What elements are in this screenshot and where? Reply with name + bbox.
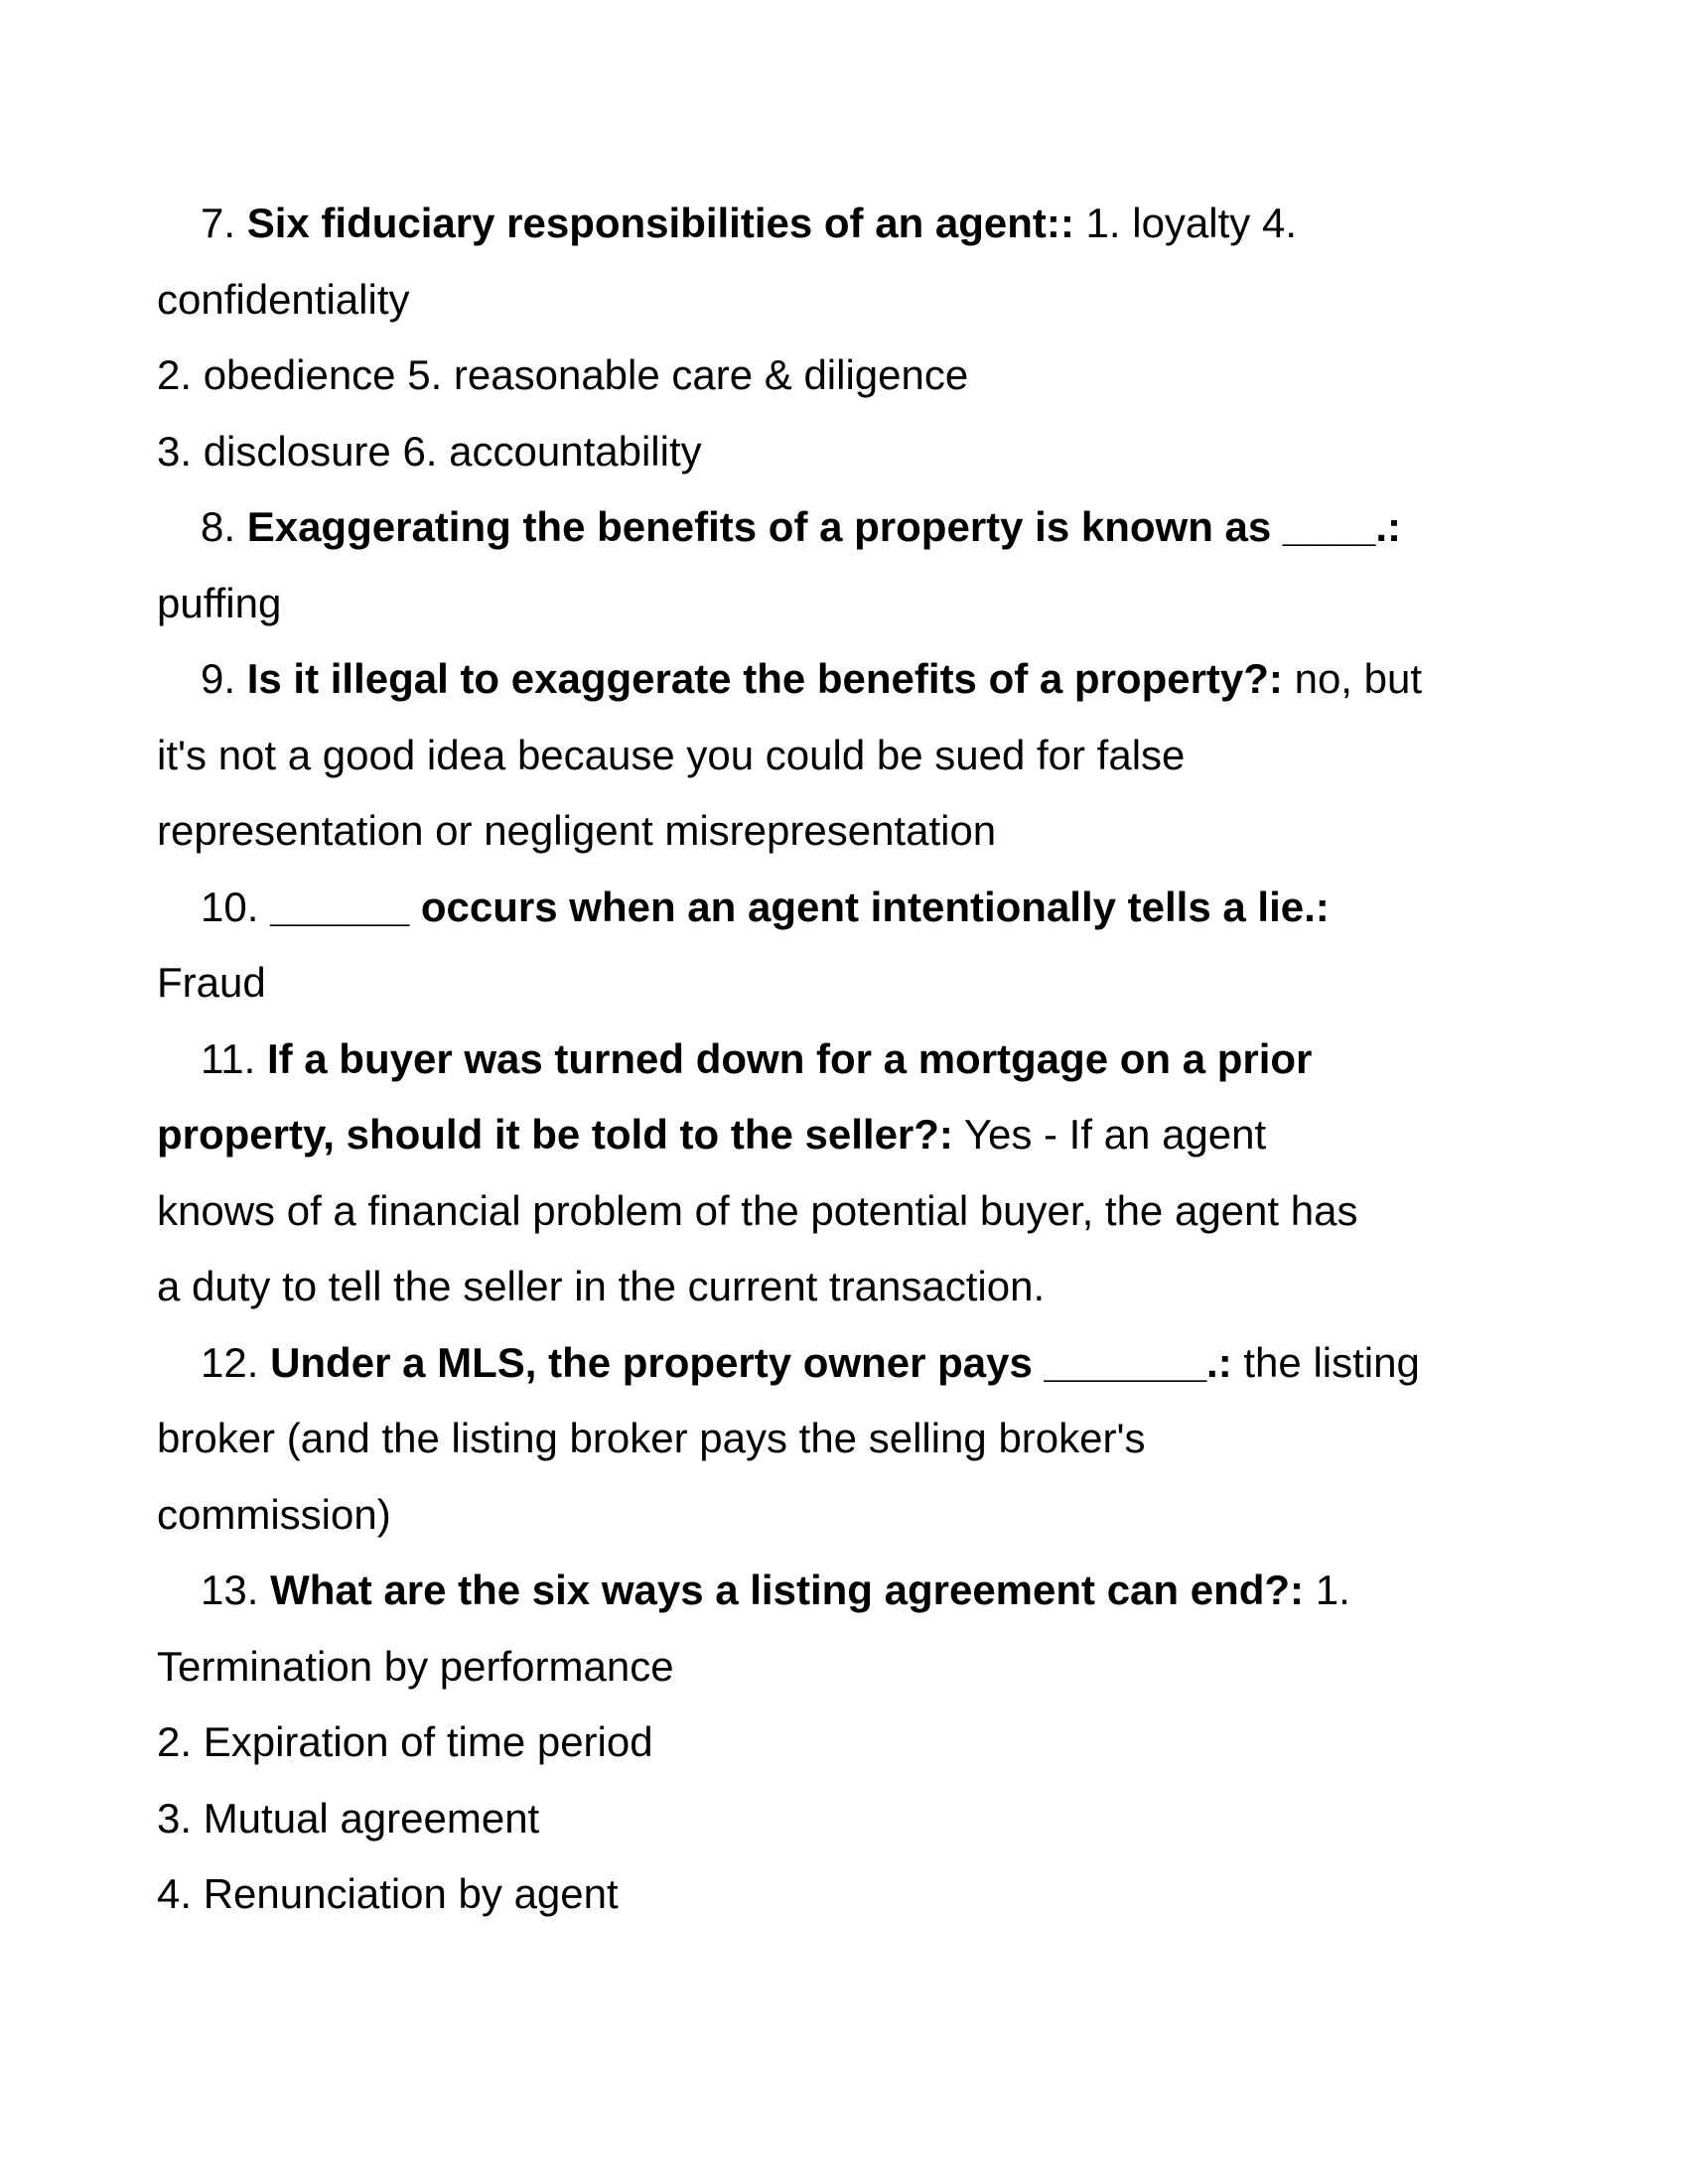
question-text-segment: What are the six ways a listing agreement can end?: <box>270 1567 1305 1613</box>
text-line <box>157 1477 1567 1554</box>
document-content <box>157 186 1567 1933</box>
text-line <box>157 1781 1567 1857</box>
answer-text-segment: 4. Renunciation by agent <box>157 1870 619 1917</box>
text-line <box>157 1022 1567 1098</box>
flashcard-item <box>157 1325 1567 1554</box>
flashcard-item <box>157 1022 1567 1325</box>
question-text-segment: If a buyer was turned down for a mortgage on a prior <box>266 1034 1313 1082</box>
text-line <box>157 566 1567 642</box>
question-text-segment: property, should it be told to the seller?: <box>157 1111 953 1158</box>
answer-text-segment: 8. <box>201 503 247 550</box>
text-line <box>157 489 1567 566</box>
text-line <box>157 945 1567 1022</box>
answer-text-segment: 13. <box>201 1567 271 1613</box>
flashcard-item <box>157 489 1567 641</box>
answer-text-segment: 1. loyalty 4. <box>1073 200 1297 246</box>
text-line <box>157 1325 1567 1402</box>
answer-text-segment: Fraud <box>157 959 266 1006</box>
text-line <box>157 793 1567 870</box>
flashcard-item <box>157 870 1567 1022</box>
answer-text-segment: 10. <box>201 883 271 930</box>
text-line <box>157 718 1567 794</box>
text-line <box>157 870 1567 946</box>
text-line <box>157 186 1567 262</box>
question-text-segment: Is it illegal to exaggerate the benefits of a property?: <box>246 655 1283 702</box>
answer-text-segment: broker (and the listing broker pays the selling broker's <box>157 1415 1146 1461</box>
text-line <box>157 1856 1567 1933</box>
question-text-segment: Exaggerating the benefits of a property is known as ____.: <box>246 503 1402 550</box>
answer-text-segment: a duty to tell the seller in the current transaction. <box>157 1263 1046 1309</box>
answer-text-segment: confidentiality <box>157 275 410 323</box>
text-line <box>157 1553 1567 1629</box>
text-line <box>157 1097 1567 1173</box>
question-text-segment: Under a MLS, the property owner pays _______.: <box>270 1338 1232 1386</box>
answer-text-segment: 3. disclosure 6. accountability <box>157 427 702 475</box>
answer-text-segment: knows of a financial problem of the potential buyer, the agent has <box>157 1186 1358 1234</box>
answer-text-segment: 7. <box>201 200 247 246</box>
answer-text-segment: commission) <box>157 1490 391 1538</box>
text-line <box>157 414 1567 490</box>
text-line <box>157 1249 1567 1325</box>
answer-text-segment: 2. Expiration of time period <box>157 1718 653 1765</box>
text-line <box>157 262 1567 339</box>
answer-text-segment: 9. <box>201 655 247 702</box>
answer-text-segment: 2. obedience 5. reasonable care & diligence <box>157 351 969 398</box>
flashcard-item <box>157 186 1567 489</box>
answer-text-segment: 3. Mutual agreement <box>157 1794 540 1842</box>
answer-text-segment: 12. <box>201 1338 271 1386</box>
flashcard-item <box>157 1553 1567 1933</box>
question-text-segment: Six fiduciary responsibilities of an agent:: <box>246 200 1074 246</box>
answer-text-segment: the listing <box>1231 1338 1420 1386</box>
question-text-segment: ______ occurs when an agent intentionally tells a lie.: <box>270 883 1330 930</box>
answer-text-segment: no, but <box>1282 655 1423 702</box>
answer-text-segment: 1. <box>1304 1567 1350 1613</box>
flashcard-item <box>157 641 1567 870</box>
text-line <box>157 1629 1567 1706</box>
answer-text-segment: 11. <box>201 1034 267 1082</box>
answer-text-segment: Termination by performance <box>157 1642 674 1690</box>
text-line <box>157 338 1567 414</box>
text-line <box>157 1401 1567 1477</box>
answer-text-segment: it's not a good idea because you could be sued for false <box>157 731 1186 778</box>
text-line <box>157 1705 1567 1781</box>
text-line <box>157 641 1567 718</box>
answer-text-segment: Yes - If an agent <box>952 1111 1267 1158</box>
answer-text-segment: puffing <box>157 579 282 626</box>
text-line <box>157 1173 1567 1250</box>
answer-text-segment: representation or negligent misrepresentation <box>157 807 997 854</box>
